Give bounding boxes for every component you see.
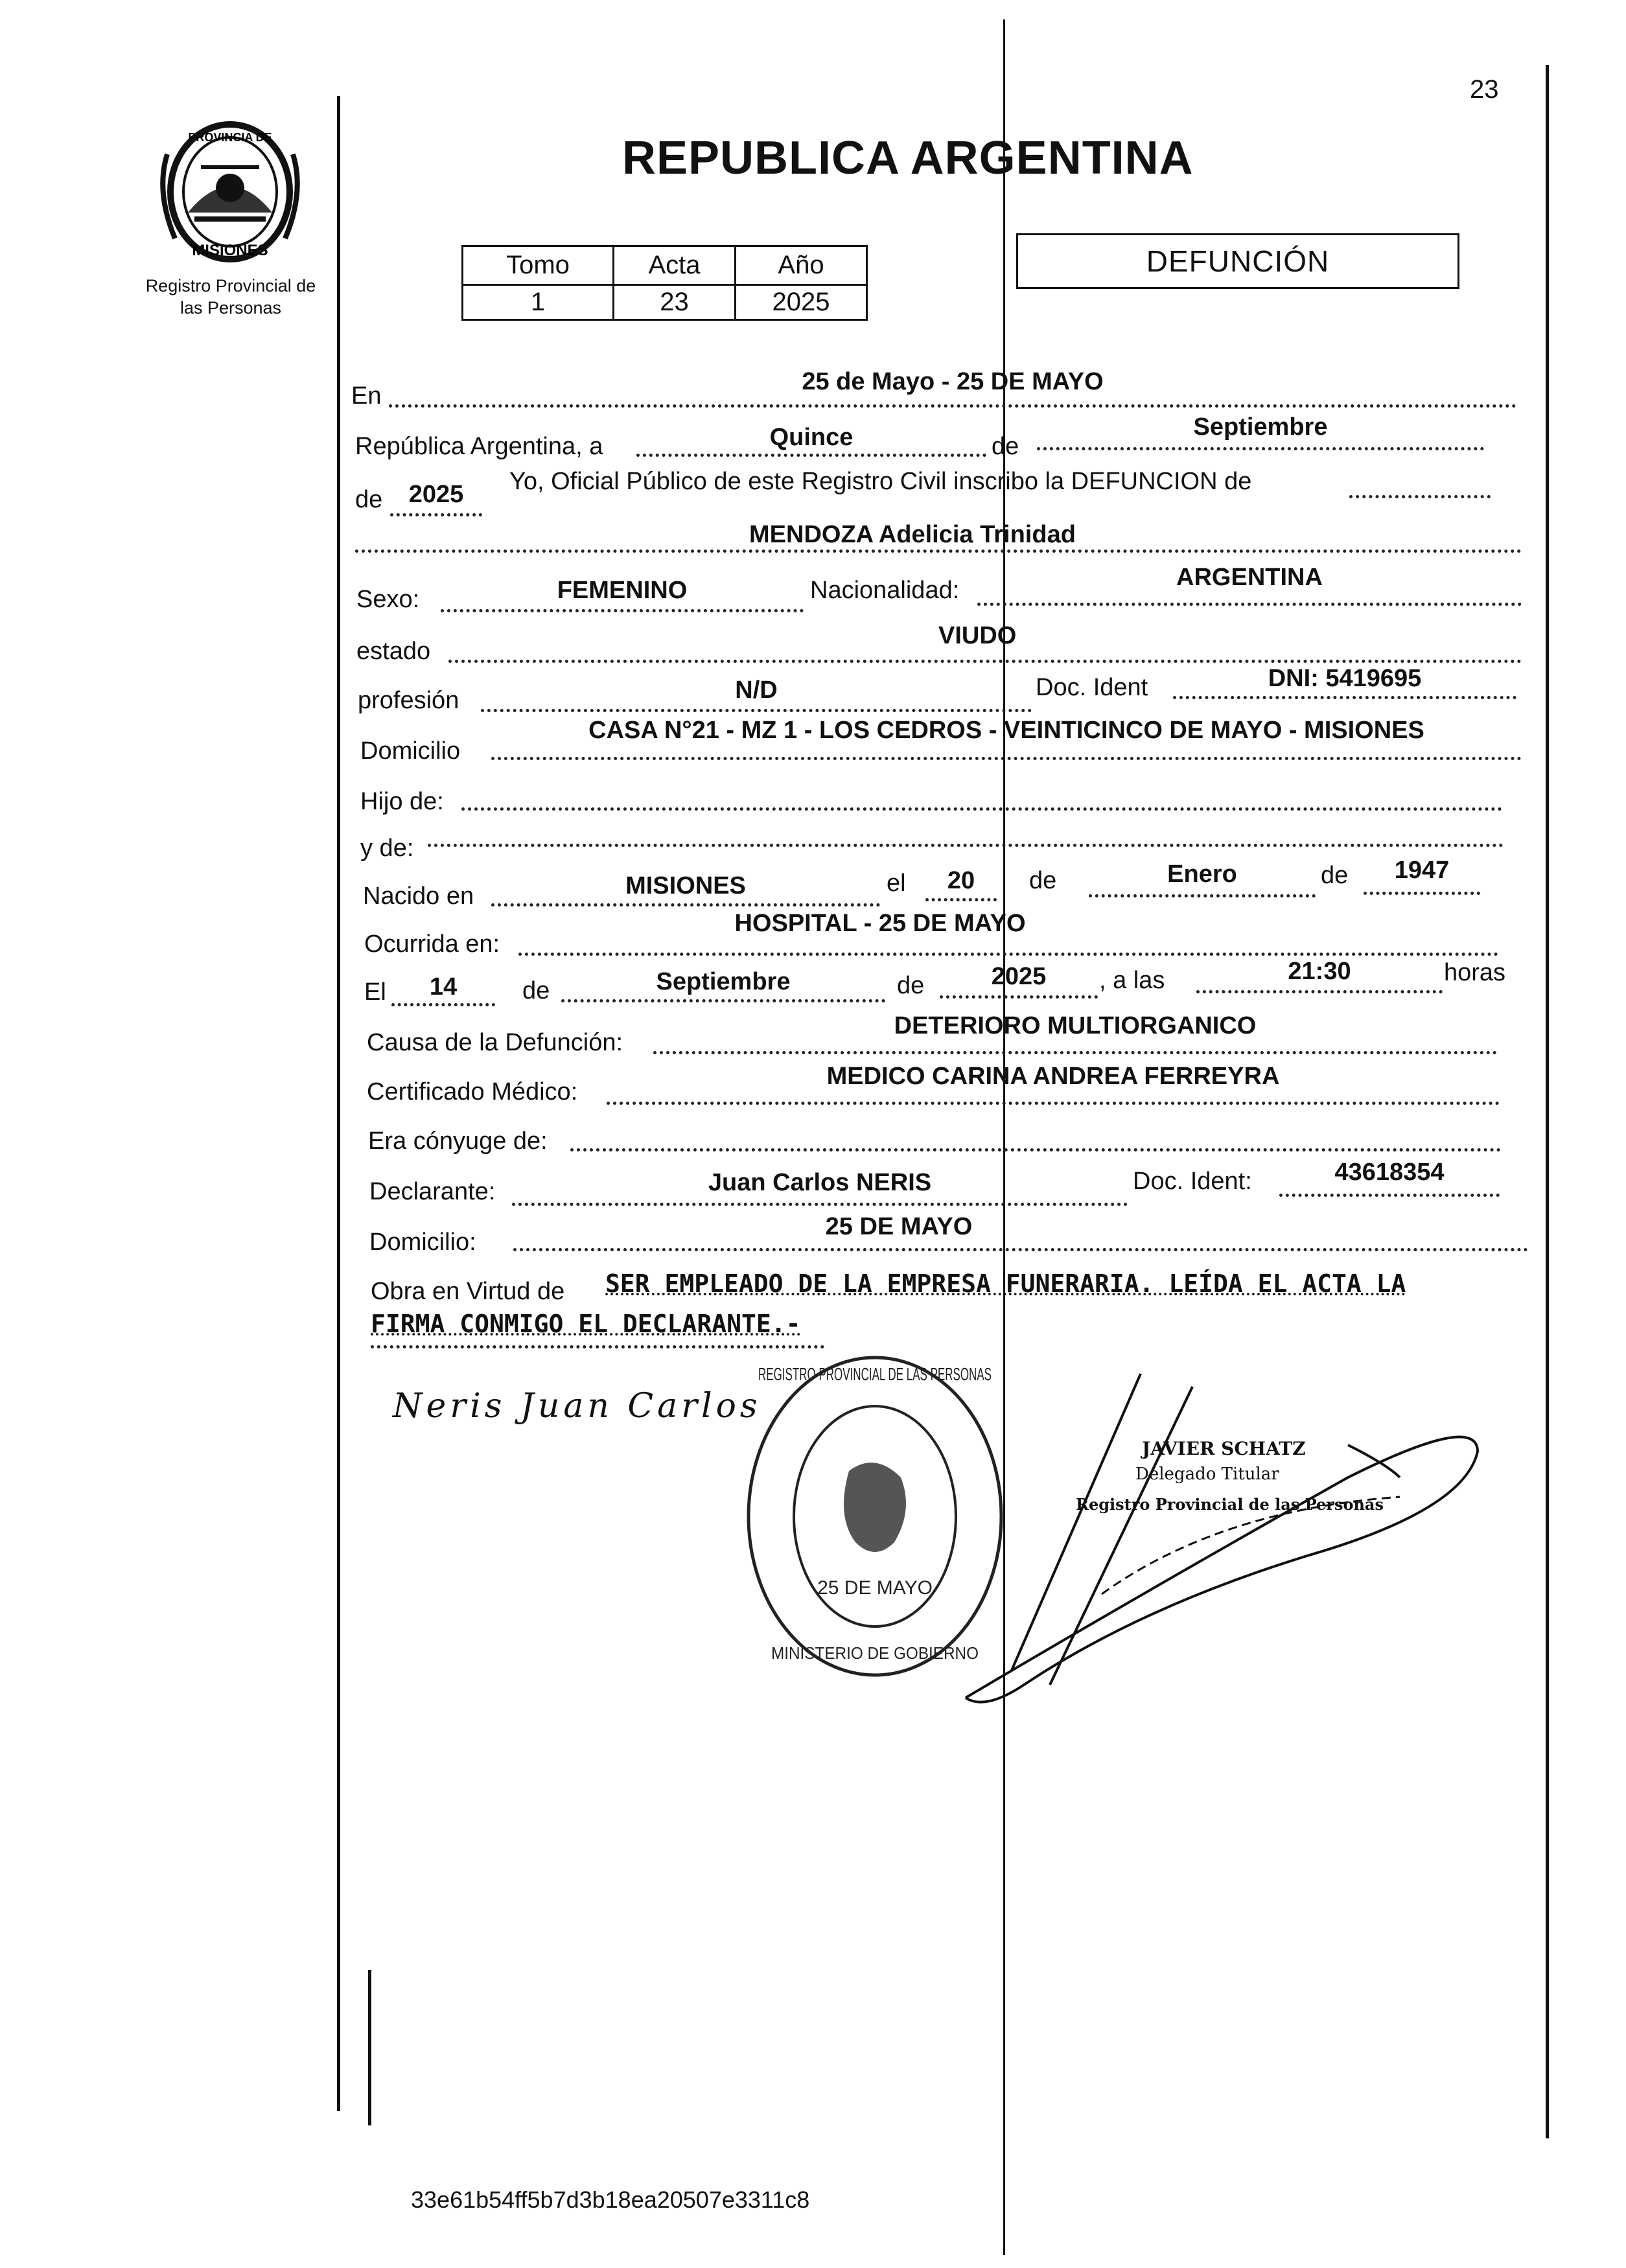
record-table: [461, 245, 868, 321]
dotted-line: [1279, 1194, 1500, 1197]
dotted-line: [512, 1203, 1128, 1206]
label-conyuge: Era cónyuge de:: [368, 1128, 548, 1155]
value-profesion: N/D: [735, 677, 778, 704]
statement-text: Yo, Oficial Público de este Registro Civil inscribo la DEFUNCION de: [509, 468, 1252, 495]
label-republica: República Argentina, a: [355, 433, 603, 460]
value-declarante: Juan Carlos NERIS: [708, 1169, 932, 1196]
label-y-de: y de:: [360, 835, 414, 862]
official-title: Delegado Titular: [1135, 1464, 1279, 1484]
label-nacido-en: Nacido en: [363, 883, 474, 910]
value-nacido-en: MISIONES: [625, 872, 746, 899]
left-margin-rule: [337, 96, 340, 2111]
dotted-line: [1173, 696, 1516, 699]
label-nacionalidad: Nacionalidad:: [810, 577, 960, 604]
stamp-crest: [844, 1463, 906, 1552]
dotted-line: [491, 903, 880, 907]
label-sexo: Sexo:: [356, 586, 420, 613]
label-en: En: [351, 382, 382, 410]
fold-line: [1003, 19, 1005, 2255]
label-certificado: Certificado Médico:: [367, 1078, 578, 1105]
dotted-line: [391, 1003, 495, 1006]
value-nacionalidad: ARGENTINA: [1176, 564, 1323, 591]
label-de: de: [522, 977, 550, 1004]
dotted-line: [491, 757, 1522, 760]
value-birth-month: Enero: [1167, 861, 1237, 888]
dotted-line: [561, 999, 885, 1002]
dotted-line: [518, 953, 1498, 956]
value-year: 2025: [408, 481, 464, 508]
right-margin-rule: [1546, 65, 1549, 2138]
table-cell-anio: 2025: [736, 285, 867, 320]
dotted-line: [977, 603, 1522, 606]
label-a-las: , a las: [1099, 967, 1165, 994]
official-name: JAVIER SCHATZ: [1142, 1438, 1306, 1459]
value-month-written: Septiembre: [1193, 413, 1328, 441]
dotted-line: [1089, 894, 1316, 897]
value-death-month: Septiembre: [656, 968, 791, 995]
label-domicilio-declarante: Domicilio:: [369, 1229, 476, 1256]
value-ocurrida-en: HOSPITAL - 25 DE MAYO: [734, 910, 1026, 937]
dotted-line: [1364, 892, 1480, 895]
dotted-line: [355, 550, 1522, 553]
table-header: Acta: [614, 246, 736, 285]
document-type-box: [1016, 233, 1459, 289]
value-death-day: 14: [429, 973, 458, 1001]
dotted-line: [1037, 447, 1484, 450]
dotted-line: [570, 1148, 1501, 1151]
provincial-seal: [156, 115, 305, 264]
label-de-year: de: [355, 486, 383, 513]
label-hijo-de: Hijo de:: [360, 788, 444, 815]
label-declarante: Declarante:: [369, 1178, 496, 1205]
dotted-line: [513, 1248, 1528, 1251]
label-doc-ident-declarante: Doc. Ident:: [1133, 1168, 1252, 1195]
label-de: de: [1321, 862, 1349, 889]
label-causa: Causa de la Defunción:: [367, 1029, 623, 1056]
dotted-line: [1196, 990, 1443, 993]
dotted-line: [448, 660, 1522, 663]
value-estado: VIUDO: [938, 622, 1017, 649]
registry-name-line1: Registro Provincial de: [145, 276, 316, 295]
label-doc-ident: Doc. Ident: [1036, 674, 1148, 701]
label-domicilio: Domicilio: [360, 737, 461, 765]
page-title: REPUBLICA ARGENTINA: [622, 132, 1194, 184]
table-header: Año: [736, 246, 867, 285]
stamp-lower-text: MINISTERIO DE GOBIERNO: [771, 1643, 979, 1663]
table-cell-acta: 23: [614, 285, 736, 320]
value-birth-year: 1947: [1394, 857, 1450, 884]
official-signature: [946, 1348, 1504, 1711]
label-el: El: [364, 978, 386, 1006]
label-de: de: [897, 972, 925, 999]
value-doc-ident: DNI: 5419695: [1268, 665, 1422, 692]
label-el: el: [887, 870, 906, 897]
value-obra-line2: FIRMA CONMIGO EL DECLARANTE.-: [371, 1310, 801, 1338]
label-ocurrida-en: Ocurrida en:: [364, 931, 500, 958]
value-birth-day: 20: [947, 867, 975, 894]
label-horas: horas: [1444, 959, 1506, 986]
table-cell-tomo: 1: [463, 285, 614, 320]
label-profesion: profesión: [358, 687, 459, 714]
dotted-line: [481, 709, 1032, 712]
dotted-line: [390, 513, 482, 516]
stamp-center-text: 25 DE MAYO: [817, 1577, 933, 1599]
value-obra-line1: SER EMPLEADO DE LA EMPRESA FUNERARIA. LEÍDA EL ACTA LA: [605, 1269, 1406, 1298]
document-type-label: DEFUNCIÓN: [1146, 244, 1330, 278]
stamp-ring-text: REGISTRO PROVINCIAL DE LAS PERSONAS: [758, 1364, 992, 1384]
value-deceased-name: MENDOZA Adelicia Trinidad: [749, 521, 1076, 548]
dotted-line: [441, 609, 804, 612]
registry-name-line2: las Personas: [180, 298, 282, 318]
value-domicilio-declarante: 25 DE MAYO: [825, 1213, 973, 1240]
value-causa: DETERIORO MULTIORGANICO: [894, 1012, 1257, 1039]
left-margin-rule-lower: [368, 1970, 371, 2125]
dotted-line: [607, 1102, 1500, 1105]
label-de: de: [992, 433, 1019, 460]
seal-top-text: PROVINCIA DE: [188, 131, 272, 144]
official-org: Registro Provincial de las Personas: [1076, 1495, 1384, 1514]
value-en: 25 de Mayo - 25 DE MAYO: [802, 368, 1104, 395]
label-de: de: [1029, 867, 1057, 894]
dotted-line: [428, 844, 1504, 847]
value-sexo: FEMENINO: [557, 577, 688, 604]
value-domicilio: CASA N°21 - MZ 1 - LOS CEDROS - VEINTICINCO DE MAYO - MISIONES: [588, 717, 1424, 744]
label-obra: Obra en Virtud de: [371, 1278, 565, 1305]
value-day-written: Quince: [769, 424, 854, 451]
dotted-line: [925, 898, 997, 901]
value-death-time: 21:30: [1288, 958, 1351, 985]
dotted-line: [461, 807, 1502, 811]
dotted-line: [653, 1051, 1497, 1054]
dotted-line: [636, 454, 986, 457]
declarante-signature: Neris Juan Carlos: [393, 1387, 761, 1426]
document-hash: 33e61b54ff5b7d3b18ea20507e3311c8: [411, 2186, 810, 2213]
label-estado: estado: [356, 638, 431, 665]
dotted-line: [389, 404, 1516, 408]
seal-bottom-text: MISIONES: [192, 242, 268, 259]
page-number: 23: [1470, 75, 1499, 104]
value-doc-ident-declarante: 43618354: [1334, 1159, 1445, 1186]
dotted-line: [1349, 495, 1491, 498]
dotted-line: [940, 995, 1098, 999]
table-header: Tomo: [463, 246, 614, 285]
value-death-year: 2025: [991, 963, 1047, 990]
value-certificado: MEDICO CARINA ANDREA FERREYRA: [826, 1063, 1280, 1090]
